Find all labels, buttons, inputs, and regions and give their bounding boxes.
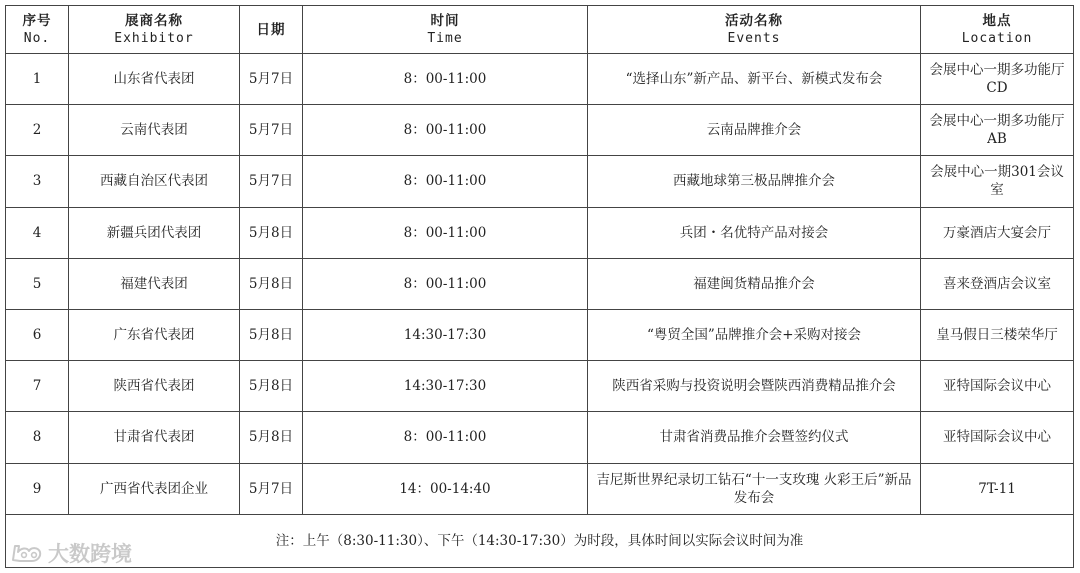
cell-time: 8：00-11:00 [303,412,588,463]
table-row [6,361,1074,412]
cell-exhibitor: 甘肃省代表团 [69,412,240,463]
cell-no: 1 [6,54,69,105]
cell-no: 7 [6,361,69,412]
cell-exhibitor: 西藏自治区代表团 [69,156,240,207]
cell-date: 5月8日 [240,258,303,309]
cell-event: 陕西省采购与投资说明会暨陕西消费精品推介会 [588,361,921,412]
cell-time: 14:30-17:30 [303,309,588,360]
table-row [6,207,1074,258]
header-location: 地点 Location [921,6,1074,54]
cell-event: 福建闽货精品推介会 [588,258,921,309]
cell-event: “粤贸全国”品牌推介会+采购对接会 [588,309,921,360]
cell-exhibitor: 山东省代表团 [69,54,240,105]
cell-date: 5月8日 [240,361,303,412]
cell-event: 兵团・名优特产品对接会 [588,207,921,258]
cell-event: 云南品牌推介会 [588,105,921,156]
cell-event: 西藏地球第三极品牌推介会 [588,156,921,207]
header-no: 序号 No. [6,6,69,54]
cell-exhibitor: 陕西省代表团 [69,361,240,412]
cell-exhibitor: 云南代表团 [69,105,240,156]
schedule-table [5,5,1074,568]
cell-no: 5 [6,258,69,309]
cell-date: 5月7日 [240,463,303,514]
cell-exhibitor: 新疆兵团代表团 [69,207,240,258]
cell-location: 会展中心一期多功能厅CD [921,54,1074,105]
cell-date: 5月8日 [240,412,303,463]
table-row [6,412,1074,463]
cell-no: 3 [6,156,69,207]
header-events: 活动名称 Events [588,6,921,54]
cell-no: 8 [6,412,69,463]
cell-time: 8：00-11:00 [303,258,588,309]
cell-event: 吉尼斯世界纪录切工钻石“十一支玫瑰 火彩王后”新品发布会 [588,463,921,514]
table-row [6,105,1074,156]
watermark-text: 大数跨境 [48,542,132,566]
cell-location: 喜来登酒店会议室 [921,258,1074,309]
table-row [6,463,1074,514]
note-row [6,514,1074,567]
cell-time: 14：00-14:40 [303,463,588,514]
cell-location: 会展中心一期301会议室 [921,156,1074,207]
cell-exhibitor: 广西省代表团企业 [69,463,240,514]
cell-exhibitor: 广东省代表团 [69,309,240,360]
header-date: 日期 [240,6,303,54]
cell-no: 9 [6,463,69,514]
cell-no: 2 [6,105,69,156]
cell-event: “选择山东”新产品、新平台、新模式发布会 [588,54,921,105]
cell-location: 会展中心一期多功能厅AB [921,105,1074,156]
cell-exhibitor: 福建代表团 [69,258,240,309]
cell-date: 5月8日 [240,207,303,258]
cell-time: 14:30-17:30 [303,361,588,412]
cell-location: 亚特国际会议中心 [921,412,1074,463]
cell-location: 皇马假日三楼荣华厅 [921,309,1074,360]
header-exhibitor: 展商名称 Exhibitor [69,6,240,54]
cell-time: 8：00-11:00 [303,156,588,207]
cell-date: 5月7日 [240,105,303,156]
cell-date: 5月8日 [240,309,303,360]
header-time: 时间 Time [303,6,588,54]
table-row [6,309,1074,360]
table-row [6,54,1074,105]
cell-date: 5月7日 [240,54,303,105]
cell-event: 甘肃省消费品推介会暨签约仪式 [588,412,921,463]
cell-time: 8：00-11:00 [303,54,588,105]
cell-location: 7T-11 [921,463,1074,514]
cell-location: 亚特国际会议中心 [921,361,1074,412]
cell-no: 4 [6,207,69,258]
cell-time: 8：00-11:00 [303,105,588,156]
cell-location: 万豪酒店大宴会厅 [921,207,1074,258]
cell-time: 8：00-11:00 [303,207,588,258]
table-row [6,258,1074,309]
table-row [6,156,1074,207]
cell-date: 5月7日 [240,156,303,207]
cell-no: 6 [6,309,69,360]
footnote: 注：上午（8:30-11:30）、下午（14:30-17:30）为时段，具体时间以实际会议时间为准 [6,514,1074,567]
header-row [6,6,1074,54]
